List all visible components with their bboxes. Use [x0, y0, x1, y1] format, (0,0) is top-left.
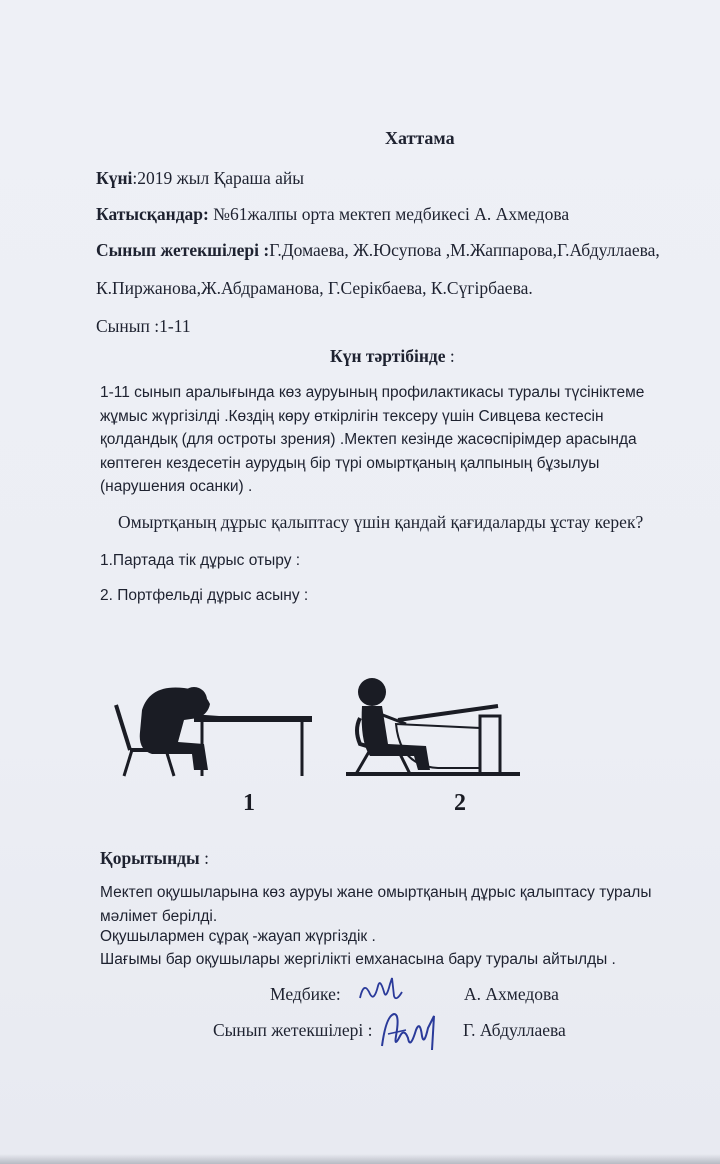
participants-value: №61жалпы орта мектеп медбикесі А. Ахмедова — [208, 204, 570, 224]
teachers-line-1 — [96, 240, 660, 261]
figure-label-2: 2 — [454, 790, 466, 816]
teachers-label: Сынып жетекшілері : — [96, 240, 270, 260]
teacher-name: Г. Абдуллаева — [463, 1020, 566, 1040]
conclusion-2: Оқушылармен сұрақ -жауап жүргіздік . — [100, 928, 376, 945]
rule-2: 2. Портфельді дұрыс асыну : — [100, 587, 309, 604]
conclusion-heading-text: Қорытынды — [100, 848, 200, 868]
participants-line — [96, 204, 569, 225]
agenda-heading — [330, 346, 455, 367]
date-value: :2019 жыл Қараша айы — [132, 168, 305, 188]
nurse-label: Медбике: — [270, 984, 341, 1004]
document-title: Хаттама — [385, 128, 455, 148]
participants-label: Катысқандар: — [96, 204, 209, 224]
posture-illustration — [108, 670, 538, 820]
conclusion-3: Шағымы бар оқушылары жергілікті емханасына бару туралы айтылды . — [100, 951, 616, 968]
bad-posture-figure — [116, 687, 312, 776]
date-label: Күні — [96, 168, 133, 188]
teachers-line-2: К.Пиржанова,Ж.Абдраманова, Г.Серікбаева, К.Сүгірбаева. — [96, 278, 533, 298]
conclusion-colon: : — [199, 848, 209, 868]
teachers-value-1: Г.Домаева, Ж.Юсупова ,М.Жаппарова,Г.Абдуллаева, — [269, 240, 660, 260]
conclusion-heading — [100, 848, 209, 869]
class-line: Сынып :1-11 — [96, 316, 191, 336]
nurse-signature — [356, 972, 406, 1008]
question-line: Омыртқаның дұрыс қалыптасу үшін қандай қағидаларды ұстау керек? — [118, 512, 644, 532]
figure-label-1: 1 — [243, 790, 255, 816]
nurse-name: А. Ахмедова — [464, 984, 559, 1004]
conclusion-1: Мектеп оқушыларына көз ауруы жане омыртқаның дұрыс қалыптасу туралы мәлімет берілді. — [100, 884, 652, 925]
date-line — [96, 168, 304, 189]
agenda-heading-text: Күн тәртібінде — [330, 346, 446, 366]
teacher-signature — [376, 1006, 442, 1060]
teacher-label: Сынып жетекшілері : — [213, 1020, 373, 1040]
rule-1: 1.Партада тік дұрыс отыру : — [100, 552, 301, 569]
good-posture-figure — [346, 678, 520, 774]
agenda-colon: : — [445, 346, 455, 366]
agenda-paragraph: 1-11 сынып аралығында көз ауруының профилактикасы туралы түсініктеме жұмыс жүргізілді .Көздің көру өткірлігін тексеру үшін Сивцева кестесін қолдандық (для остроты зрения) .Мектеп кезінде жасөспірімдер арасында көптеген кездесетін аурудың бір түрі омыртқаның қалпының бұзылуы (нарушения осанки) . — [100, 384, 645, 495]
